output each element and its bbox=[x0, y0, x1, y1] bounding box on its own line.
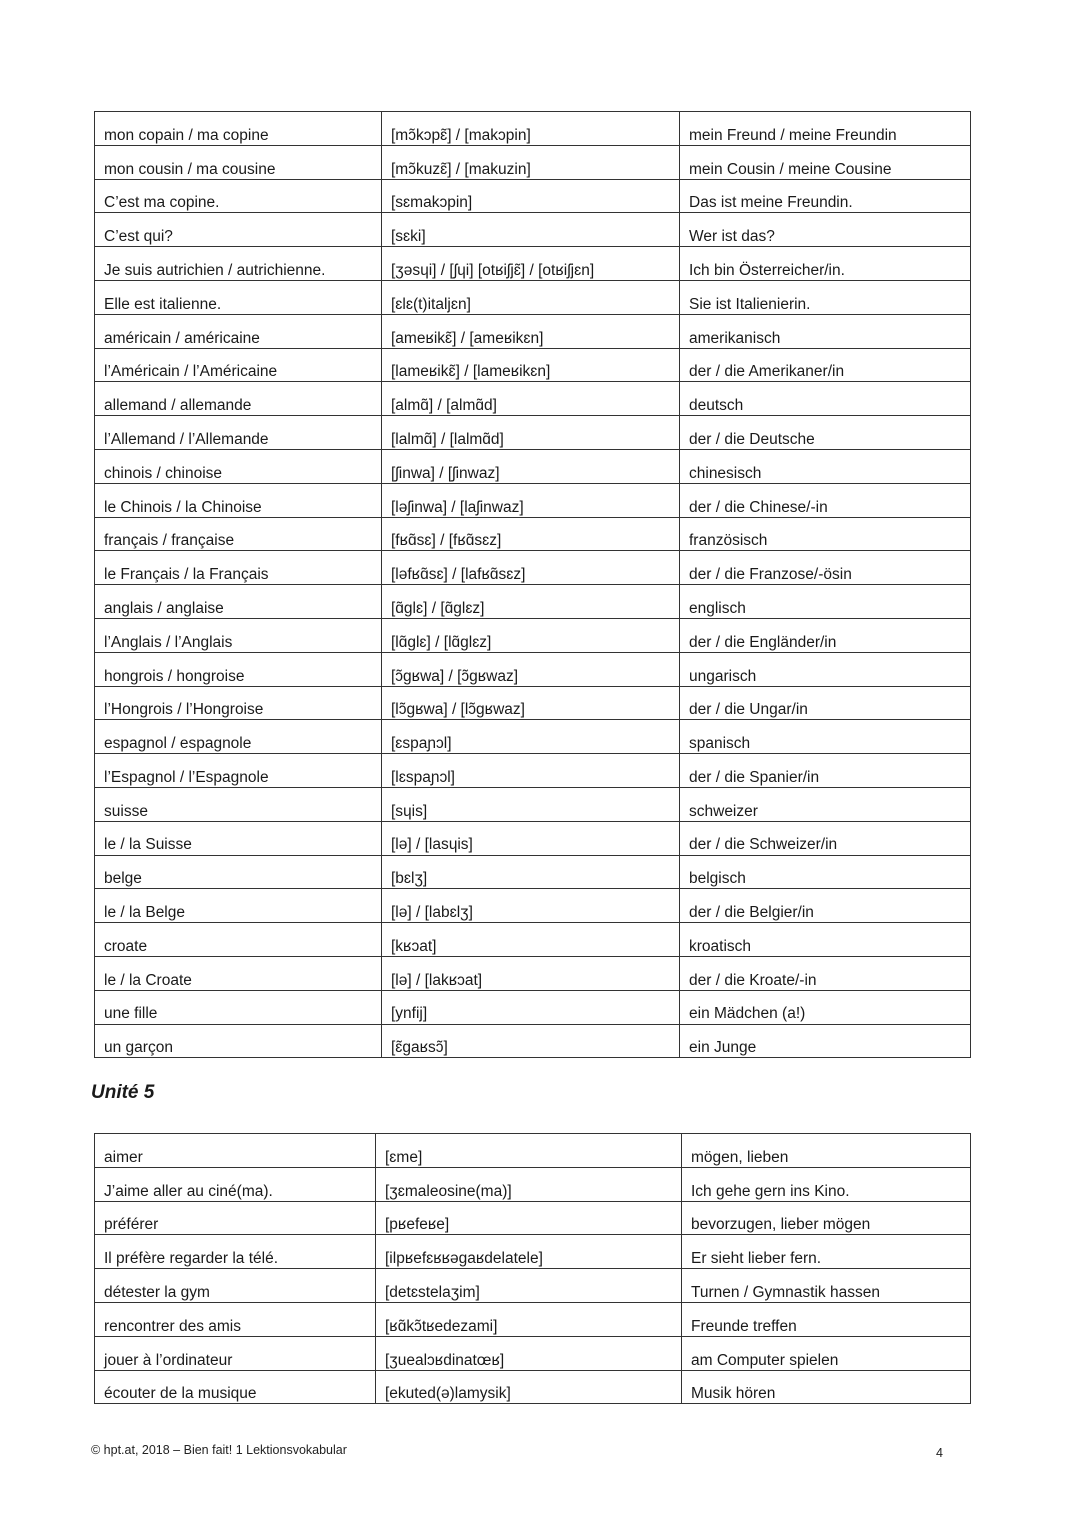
vocab-row bbox=[95, 1201, 971, 1235]
german-translation-cell: der / die Ungar/in bbox=[680, 686, 971, 720]
german-translation-cell: der / die Franzose/-ösin bbox=[680, 551, 971, 585]
french-term-cell: jouer à l’ordinateur bbox=[95, 1336, 376, 1370]
french-term-cell: une fille bbox=[95, 990, 382, 1024]
french-term-cell: mon cousin / ma cousine bbox=[95, 145, 382, 179]
vocab-row bbox=[95, 483, 971, 517]
pronunciation-cell: [ʒuealɔʁdinatœʁ] bbox=[376, 1336, 682, 1370]
pronunciation-cell: [sɛki] bbox=[382, 213, 680, 247]
vocab-row bbox=[95, 652, 971, 686]
german-translation-cell: Ich gehe gern ins Kino. bbox=[682, 1167, 971, 1201]
vocab-row bbox=[95, 618, 971, 652]
french-term-cell: allemand / allemande bbox=[95, 382, 382, 416]
pronunciation-cell: [ɛspaɲɔl] bbox=[382, 720, 680, 754]
french-term-cell: chinois / chinoise bbox=[95, 449, 382, 483]
vocab-row bbox=[95, 923, 971, 957]
german-translation-cell: Sie ist Italienierin. bbox=[680, 280, 971, 314]
french-term-cell: le / la Croate bbox=[95, 956, 382, 990]
pronunciation-cell: [fʁɑ̃sɛ] / [fʁɑ̃sɛz] bbox=[382, 517, 680, 551]
german-translation-cell: amerikanisch bbox=[680, 314, 971, 348]
vocab-row bbox=[95, 382, 971, 416]
pronunciation-cell: [ɔ̃gʁwa] / [ɔ̃gʁwaz] bbox=[382, 652, 680, 686]
french-term-cell: J’aime aller au ciné(ma). bbox=[95, 1167, 376, 1201]
german-translation-cell: Turnen / Gymnastik hassen bbox=[682, 1269, 971, 1303]
german-translation-cell: ein Junge bbox=[680, 1024, 971, 1058]
pronunciation-cell: [detɛstelaʒim] bbox=[376, 1269, 682, 1303]
french-term-cell: hongrois / hongroise bbox=[95, 652, 382, 686]
german-translation-cell: mein Freund / meine Freundin bbox=[680, 112, 971, 146]
french-term-cell: l’Américain / l’Américaine bbox=[95, 348, 382, 382]
vocab-row bbox=[95, 787, 971, 821]
german-translation-cell: der / die Deutsche bbox=[680, 416, 971, 450]
vocab-row bbox=[95, 1302, 971, 1336]
french-term-cell: C’est qui? bbox=[95, 213, 382, 247]
vocab-row bbox=[95, 280, 971, 314]
pronunciation-cell: [lə] / [lakʁɔat] bbox=[382, 956, 680, 990]
vocab-row bbox=[95, 179, 971, 213]
pronunciation-cell: [bɛlʒ] bbox=[382, 855, 680, 889]
pronunciation-cell: [ameʁikɛ̃] / [ameʁikɛn] bbox=[382, 314, 680, 348]
french-term-cell: écouter de la musique bbox=[95, 1370, 376, 1404]
pronunciation-cell: [mɔ̃kɔpɛ̃] / [makɔpin] bbox=[382, 112, 680, 146]
vocab-row bbox=[95, 720, 971, 754]
german-translation-cell: der / die Amerikaner/in bbox=[680, 348, 971, 382]
french-term-cell: français / française bbox=[95, 517, 382, 551]
vocab-row bbox=[95, 1024, 971, 1058]
german-translation-cell: ungarisch bbox=[680, 652, 971, 686]
vocab-row bbox=[95, 585, 971, 619]
pronunciation-cell: [lalmɑ̃] / [lalmɑ̃d] bbox=[382, 416, 680, 450]
vocab-row bbox=[95, 1134, 971, 1168]
vocab-row bbox=[95, 551, 971, 585]
german-translation-cell: Das ist meine Freundin. bbox=[680, 179, 971, 213]
german-translation-cell: der / die Kroate/-in bbox=[680, 956, 971, 990]
pronunciation-cell: [ɛ̃gaʁsɔ̃] bbox=[382, 1024, 680, 1058]
pronunciation-cell: [ekuted(ə)lamysik] bbox=[376, 1370, 682, 1404]
french-term-cell: un garçon bbox=[95, 1024, 382, 1058]
vocab-row bbox=[95, 1269, 971, 1303]
french-term-cell: américain / américaine bbox=[95, 314, 382, 348]
french-term-cell: le Chinois / la Chinoise bbox=[95, 483, 382, 517]
vocab-row bbox=[95, 416, 971, 450]
vocab-row bbox=[95, 1235, 971, 1269]
pronunciation-cell: [ləʃinwa] / [laʃinwaz] bbox=[382, 483, 680, 517]
german-translation-cell: belgisch bbox=[680, 855, 971, 889]
vocab-row bbox=[95, 1336, 971, 1370]
german-translation-cell: mögen, lieben bbox=[682, 1134, 971, 1168]
french-term-cell: suisse bbox=[95, 787, 382, 821]
page-number: 4 bbox=[936, 1446, 943, 1460]
german-translation-cell: der / die Schweizer/in bbox=[680, 821, 971, 855]
vocab-row bbox=[95, 517, 971, 551]
pronunciation-cell: [ɑ̃glɛ] / [ɑ̃glɛz] bbox=[382, 585, 680, 619]
pronunciation-cell: [ʒəsɥi] / [ʃɥi] [otʁiʃjɛ̃] / [otʁiʃjɛn] bbox=[382, 247, 680, 281]
french-term-cell: détester la gym bbox=[95, 1269, 376, 1303]
pronunciation-cell: [ɛme] bbox=[376, 1134, 682, 1168]
french-term-cell: rencontrer des amis bbox=[95, 1302, 376, 1336]
german-translation-cell: der / die Engländer/in bbox=[680, 618, 971, 652]
pronunciation-cell: [mɔ̃kuzɛ̃] / [makuzin] bbox=[382, 145, 680, 179]
french-term-cell: espagnol / espagnole bbox=[95, 720, 382, 754]
pronunciation-cell: [lɛspaɲɔl] bbox=[382, 754, 680, 788]
vocab-row bbox=[95, 956, 971, 990]
vocab-row bbox=[95, 990, 971, 1024]
pronunciation-cell: [sɥis] bbox=[382, 787, 680, 821]
french-term-cell: le / la Suisse bbox=[95, 821, 382, 855]
german-translation-cell: bevorzugen, lieber mögen bbox=[682, 1201, 971, 1235]
french-term-cell: l’Espagnol / l’Espagnole bbox=[95, 754, 382, 788]
french-term-cell: anglais / anglaise bbox=[95, 585, 382, 619]
french-term-cell: mon copain / ma copine bbox=[95, 112, 382, 146]
german-translation-cell: der / die Belgier/in bbox=[680, 889, 971, 923]
pronunciation-cell: [ʒɛmaleosine(ma)] bbox=[376, 1167, 682, 1201]
vocab-row bbox=[95, 1370, 971, 1404]
french-term-cell: Elle est italienne. bbox=[95, 280, 382, 314]
french-term-cell: l’Anglais / l’Anglais bbox=[95, 618, 382, 652]
french-term-cell: C’est ma copine. bbox=[95, 179, 382, 213]
german-translation-cell: englisch bbox=[680, 585, 971, 619]
vocab-row bbox=[95, 754, 971, 788]
vocab-row bbox=[95, 145, 971, 179]
pronunciation-cell: [almɑ̃] / [almɑ̃d] bbox=[382, 382, 680, 416]
german-translation-cell: am Computer spielen bbox=[682, 1336, 971, 1370]
pronunciation-cell: [lə] / [lasɥis] bbox=[382, 821, 680, 855]
vocabulary-table-1 bbox=[94, 111, 971, 1058]
french-term-cell: Il préfère regarder la télé. bbox=[95, 1235, 376, 1269]
german-translation-cell: chinesisch bbox=[680, 449, 971, 483]
french-term-cell: l’Hongrois / l’Hongroise bbox=[95, 686, 382, 720]
german-translation-cell: Wer ist das? bbox=[680, 213, 971, 247]
german-translation-cell: Er sieht lieber fern. bbox=[682, 1235, 971, 1269]
pronunciation-cell: [lɑ̃glɛ] / [lɑ̃glɛz] bbox=[382, 618, 680, 652]
pronunciation-cell: [pʁefeʁe] bbox=[376, 1201, 682, 1235]
french-term-cell: préférer bbox=[95, 1201, 376, 1235]
vocab-row bbox=[95, 112, 971, 146]
french-term-cell: aimer bbox=[95, 1134, 376, 1168]
pronunciation-cell: [kʁɔat] bbox=[382, 923, 680, 957]
german-translation-cell: der / die Chinese/-in bbox=[680, 483, 971, 517]
german-translation-cell: deutsch bbox=[680, 382, 971, 416]
vocab-row bbox=[95, 213, 971, 247]
german-translation-cell: ein Mädchen (a!) bbox=[680, 990, 971, 1024]
german-translation-cell: spanisch bbox=[680, 720, 971, 754]
german-translation-cell: Freunde treffen bbox=[682, 1302, 971, 1336]
pronunciation-cell: [ʁɑ̃kɔ̃tʁedezami] bbox=[376, 1302, 682, 1336]
french-term-cell: l’Allemand / l’Allemande bbox=[95, 416, 382, 450]
pronunciation-cell: [lameʁikɛ̃] / [lameʁikɛn] bbox=[382, 348, 680, 382]
french-term-cell: Je suis autrichien / autrichienne. bbox=[95, 247, 382, 281]
pronunciation-cell: [ynfij] bbox=[382, 990, 680, 1024]
german-translation-cell: Ich bin Österreicher/in. bbox=[680, 247, 971, 281]
pronunciation-cell: [ilpʁefɛʁʁəgaʁdelatele] bbox=[376, 1235, 682, 1269]
pronunciation-cell: [ɛlɛ(t)italjɛn] bbox=[382, 280, 680, 314]
french-term-cell: le / la Belge bbox=[95, 889, 382, 923]
german-translation-cell: schweizer bbox=[680, 787, 971, 821]
footer-copyright: © hpt.at, 2018 – Bien fait! 1 Lektionsvokabular bbox=[91, 1443, 347, 1457]
german-translation-cell: mein Cousin / meine Cousine bbox=[680, 145, 971, 179]
french-term-cell: le Français / la Français bbox=[95, 551, 382, 585]
vocab-row bbox=[95, 449, 971, 483]
german-translation-cell: französisch bbox=[680, 517, 971, 551]
vocab-row bbox=[95, 314, 971, 348]
section-title: Unité 5 bbox=[91, 1082, 155, 1103]
pronunciation-cell: [ləfʁɑ̃sɛ] / [lafʁɑ̃sɛz] bbox=[382, 551, 680, 585]
german-translation-cell: der / die Spanier/in bbox=[680, 754, 971, 788]
vocab-row bbox=[95, 686, 971, 720]
pronunciation-cell: [ʃinwa] / [ʃinwaz] bbox=[382, 449, 680, 483]
vocab-row bbox=[95, 889, 971, 923]
german-translation-cell: kroatisch bbox=[680, 923, 971, 957]
vocab-row bbox=[95, 821, 971, 855]
french-term-cell: croate bbox=[95, 923, 382, 957]
vocab-row bbox=[95, 855, 971, 889]
vocabulary-table-2 bbox=[94, 1133, 971, 1404]
pronunciation-cell: [lə] / [labɛlʒ] bbox=[382, 889, 680, 923]
vocab-row bbox=[95, 1167, 971, 1201]
vocab-row bbox=[95, 247, 971, 281]
pronunciation-cell: [lɔ̃gʁwa] / [lɔ̃gʁwaz] bbox=[382, 686, 680, 720]
french-term-cell: belge bbox=[95, 855, 382, 889]
german-translation-cell: Musik hören bbox=[682, 1370, 971, 1404]
vocab-row bbox=[95, 348, 971, 382]
pronunciation-cell: [sɛmakɔpin] bbox=[382, 179, 680, 213]
